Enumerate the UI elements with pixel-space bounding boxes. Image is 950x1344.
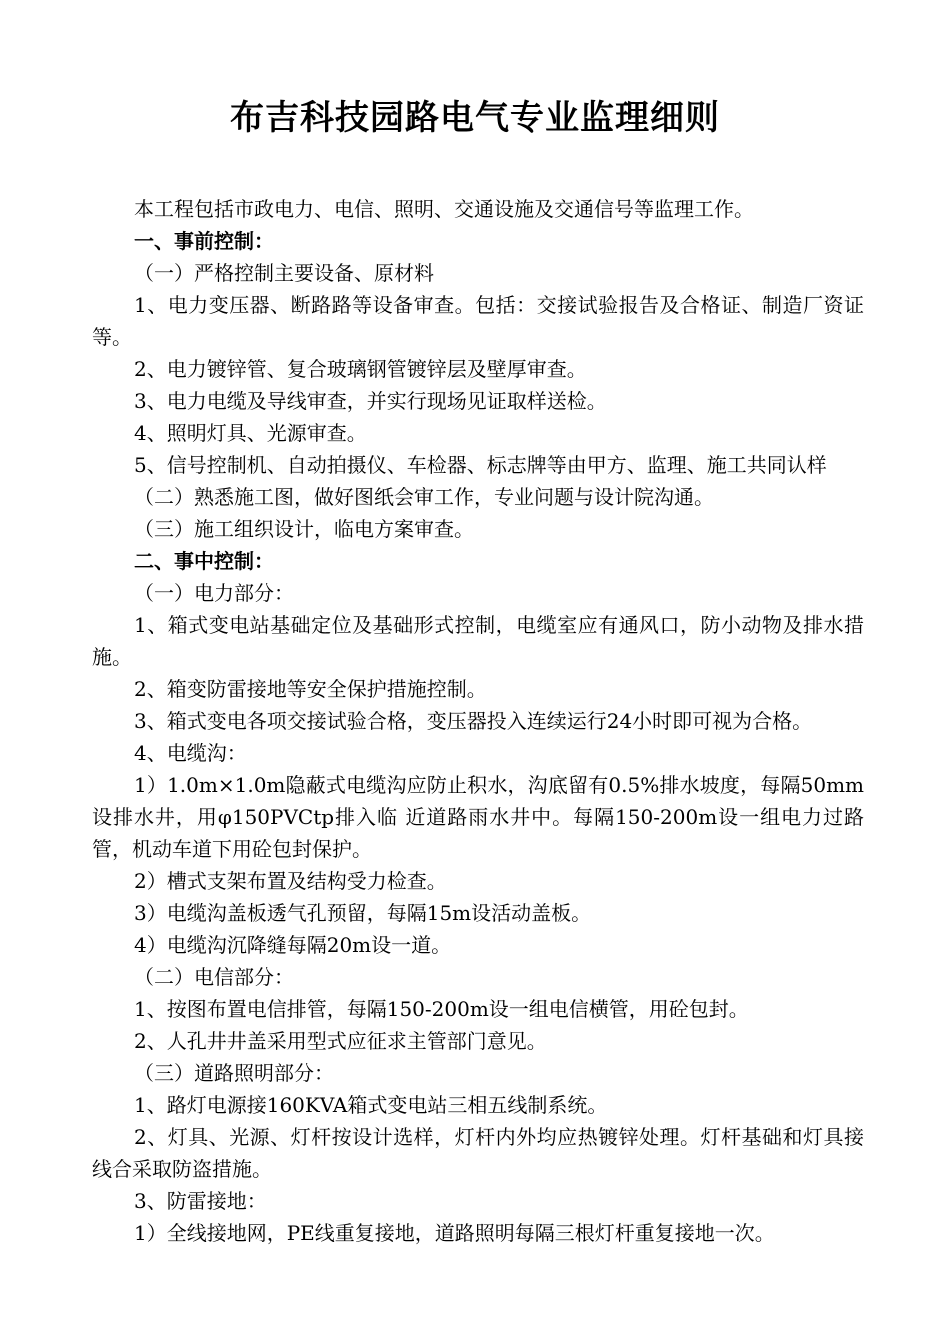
paragraph: 3）电缆沟盖板透气孔预留，每隔15m设活动盖板。 bbox=[134, 901, 592, 925]
paragraph: 2、人孔井井盖采用型式应征求主管部门意见。 bbox=[134, 1029, 547, 1053]
paragraph: 3、防雷接地： bbox=[134, 1189, 267, 1213]
paragraph: 2、灯具、光源、灯杆按设计选样，灯杆内外均应热镀锌处理。灯杆基础和灯具接线合采取防盗措施。 bbox=[92, 1125, 864, 1181]
paragraph: （一）电力部分： bbox=[134, 581, 294, 605]
section-heading: 一、事前控制： bbox=[134, 229, 274, 253]
paragraph: 5、信号控制机、自动拍摄仪、车检器、标志牌等由甲方、监理、施工共同认样 bbox=[134, 453, 827, 477]
document-title: 布吉科技园路电气专业监理细则 bbox=[230, 98, 720, 138]
paragraph: （二）电信部分： bbox=[134, 965, 294, 989]
paragraph: 2、箱变防雷接地等安全保护措施控制。 bbox=[134, 677, 487, 701]
section-heading: 二、事中控制： bbox=[134, 549, 274, 573]
paragraph: 3、箱式变电各项交接试验合格，变压器投入连续运行24小时即可视为合格。 bbox=[134, 709, 813, 733]
paragraph: 4、照明灯具、光源审查。 bbox=[134, 421, 367, 445]
paragraph: 2）槽式支架布置及结构受力检查。 bbox=[134, 869, 447, 893]
paragraph: 本工程包括市政电力、电信、照明、交通设施及交通信号等监理工作。 bbox=[134, 197, 754, 221]
paragraph: 1、箱式变电站基础定位及基础形式控制，电缆室应有通风口，防小动物及排水措施。 bbox=[92, 613, 864, 669]
document-body bbox=[92, 193, 864, 1249]
paragraph: 1、按图布置电信排管，每隔150-200m设一组电信横管，用砼包封。 bbox=[134, 997, 749, 1021]
paragraph: （二）熟悉施工图，做好图纸会审工作，专业问题与设计院沟通。 bbox=[134, 485, 714, 509]
paragraph: 4、电缆沟： bbox=[134, 741, 247, 765]
paragraph: 3、电力电缆及导线审查，并实行现场见证取样送检。 bbox=[134, 389, 607, 413]
paragraph: 1、电力变压器、断路路等设备审查。包括：交接试验报告及合格证、制造厂资证等。 bbox=[92, 293, 864, 349]
paragraph: 1、路灯电源接160KVA箱式变电站三相五线制系统。 bbox=[134, 1093, 608, 1117]
paragraph: 2、电力镀锌管、复合玻璃钢管镀锌层及壁厚审查。 bbox=[134, 357, 587, 381]
paragraph: （三）施工组织设计，临电方案审查。 bbox=[134, 517, 474, 541]
paragraph: （三）道路照明部分： bbox=[134, 1061, 334, 1085]
paragraph: 1）全线接地网，PE线重复接地，道路照明每隔三根灯杆重复接地一次。 bbox=[134, 1221, 775, 1245]
paragraph: 1）1.0m×1.0m隐蔽式电缆沟应防止积水，沟底留有0.5%排水坡度，每隔50mm设排水井，用φ150PVCtp排入临 近道路雨水井中。每隔150-200m设一组电力过路管，机动车道下用砼包封保护。 bbox=[92, 773, 864, 861]
paragraph: 4）电缆沟沉降缝每隔20m设一道。 bbox=[134, 933, 452, 957]
paragraph: （一）严格控制主要设备、原材料 bbox=[134, 261, 434, 285]
